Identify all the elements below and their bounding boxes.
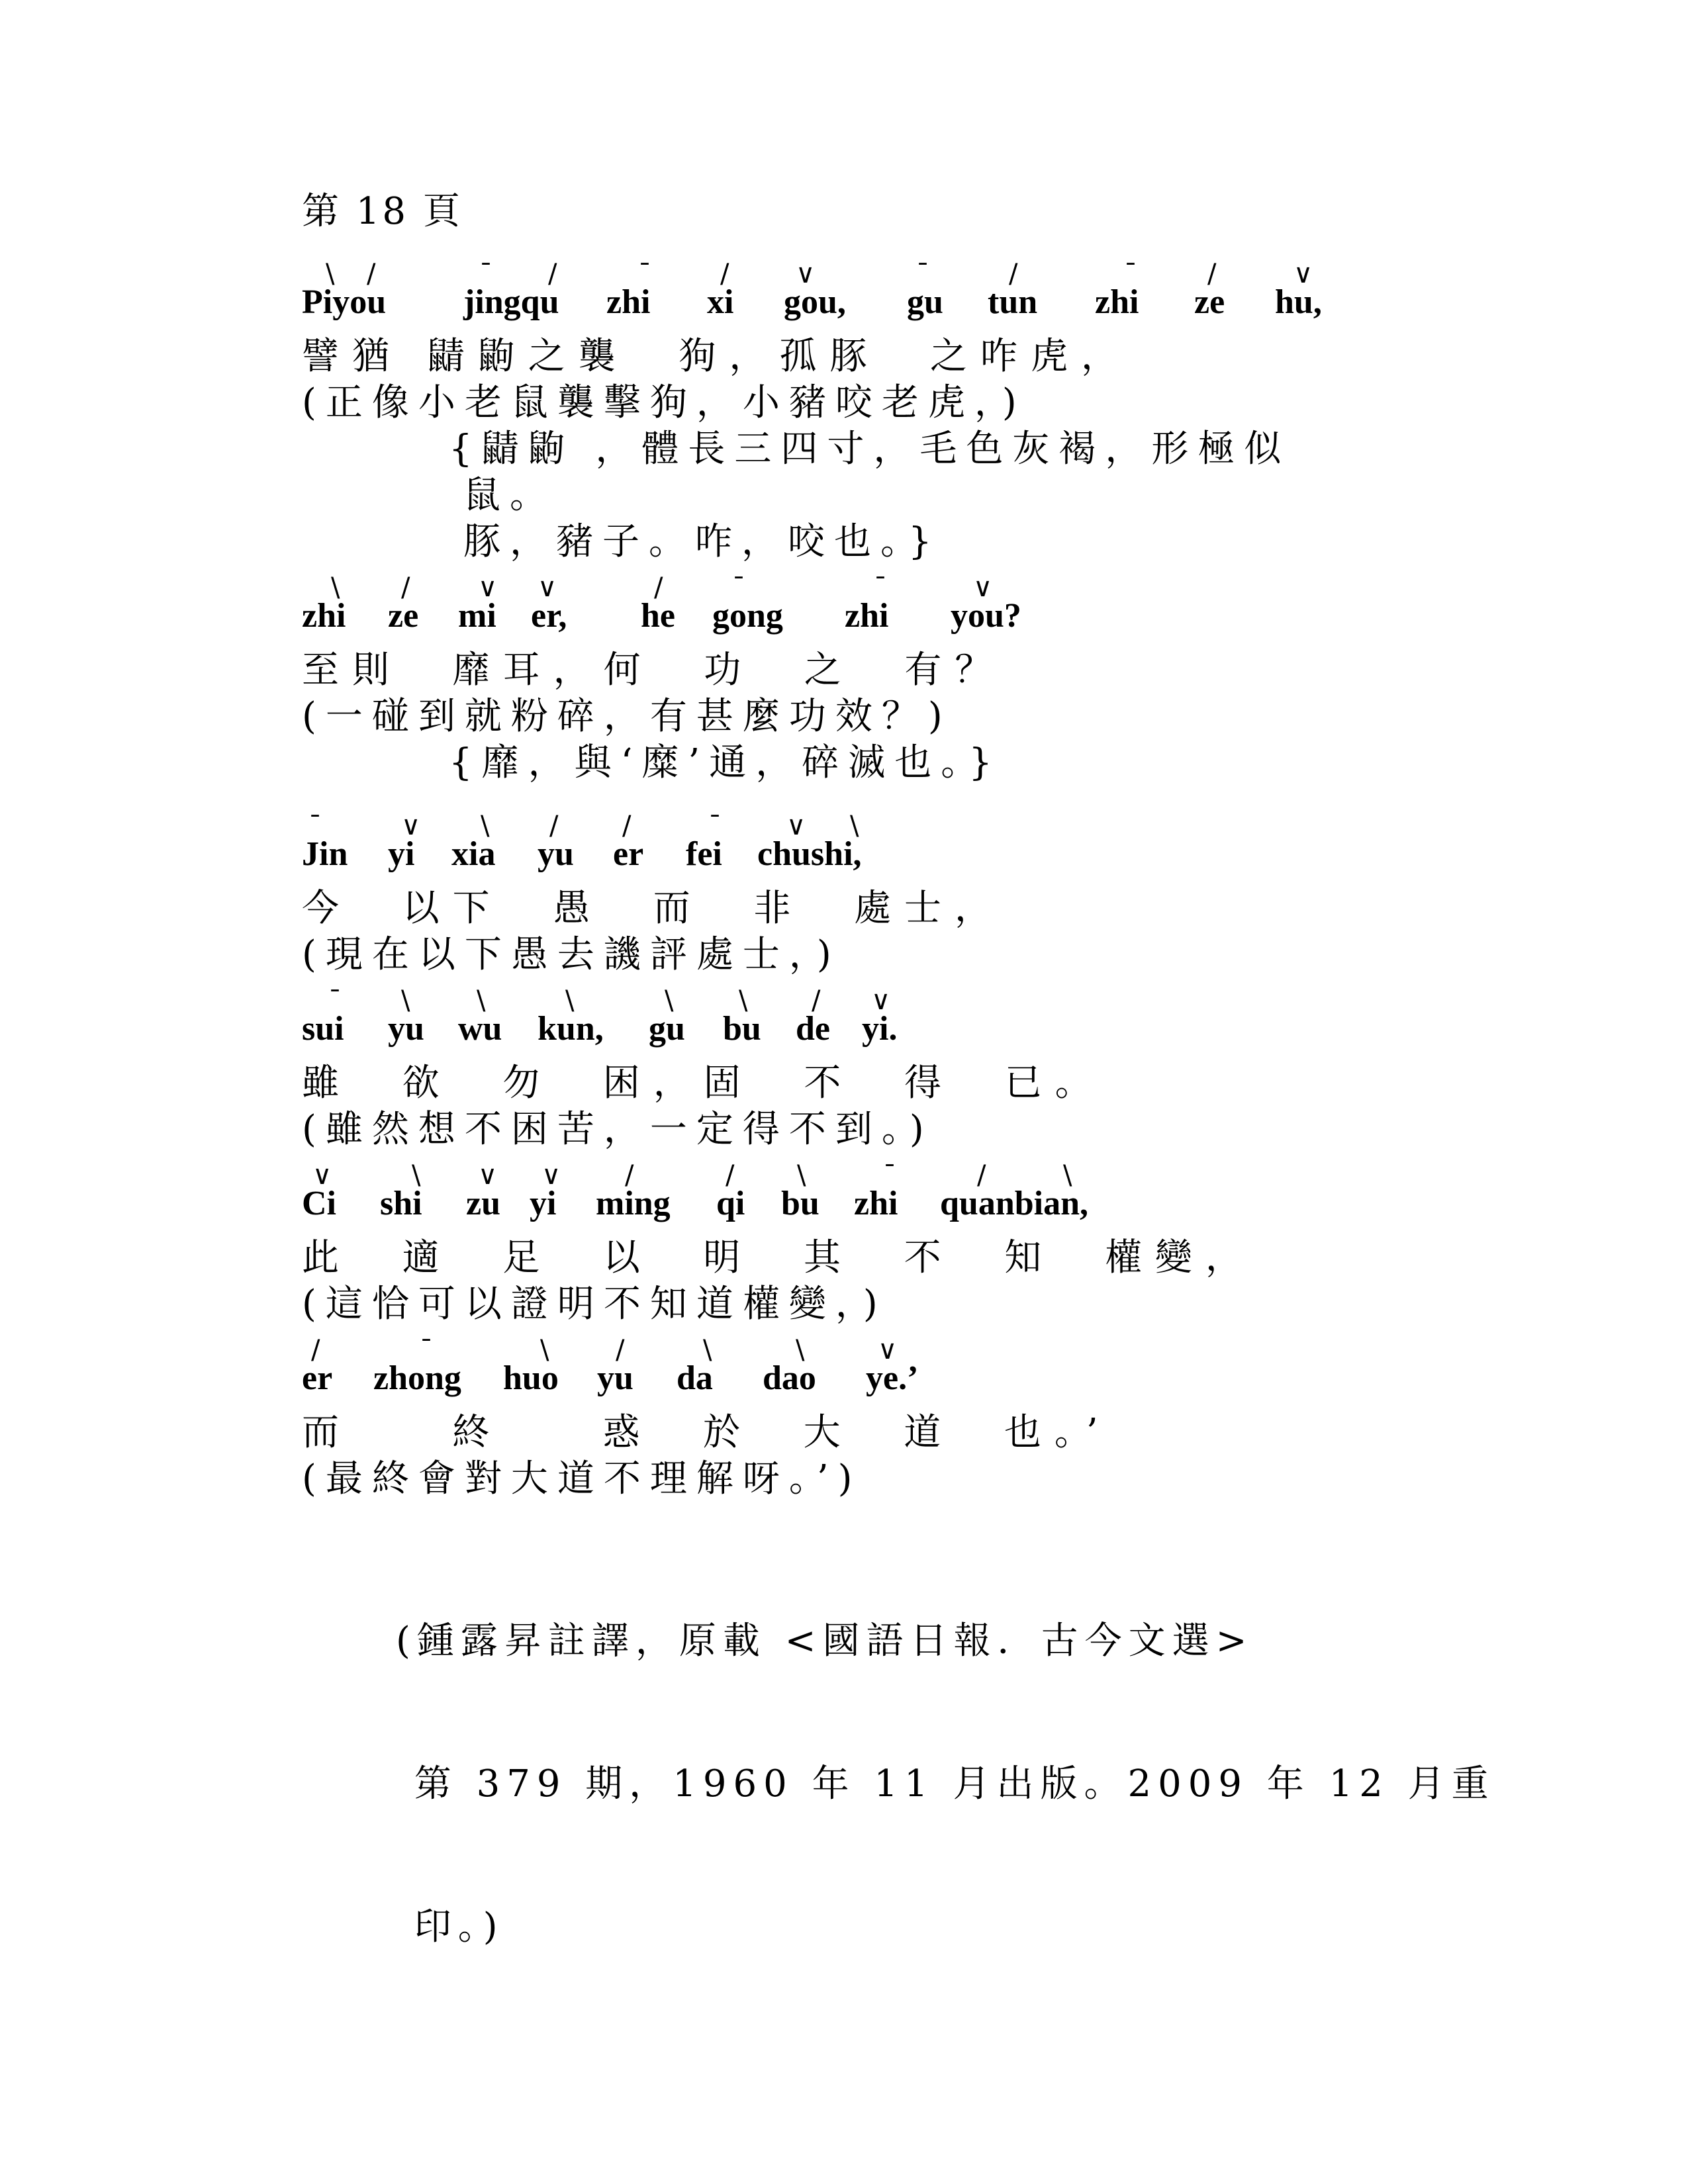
pinyin-syllable: fei [686,835,722,873]
pinyin-syllable: sui [302,1010,344,1048]
tone-mark: ∨ [796,259,816,289]
pinyin-syllable: shi [380,1185,422,1222]
pinyin-syllable: xia [451,835,496,873]
stanza [302,255,1322,565]
annotation-line: 豚，豬子。咋，咬也。} [463,520,941,563]
tone-mark: ¯ [420,1335,433,1365]
pinyin-syllable: yi [530,1185,557,1222]
tone-mark: / [726,1160,735,1191]
tone-mark: ∨ [538,572,557,603]
tone-mark: ¯ [328,985,342,1016]
annotation-line: 鼠。 [463,474,556,517]
pinyin-syllable: de [796,1010,830,1048]
pinyin-syllable: dao [763,1359,816,1397]
tone-mark: / [401,572,410,603]
translation-line: (現在以下愚去譏評處士，) [302,933,841,976]
tone-mark: / [616,1335,625,1365]
pinyin-syllable: ming [596,1185,671,1222]
pinyin-syllable: zhi [1095,283,1139,321]
pinyin-syllable: yi. [862,1010,898,1048]
tone-mark: / [311,1335,320,1365]
tone-mark: / [977,1160,986,1191]
tone-mark: \ [331,572,340,603]
pinyin-syllable: jingqu [463,283,559,321]
pinyin-syllable: er [613,835,644,873]
tone-mark: \ [326,259,335,289]
pinyin-syllable: kun, [538,1010,604,1048]
tone-mark: ∨ [478,1160,498,1191]
pinyin-line [302,255,1322,334]
pinyin-syllable: gu [907,283,943,321]
tone-mark: \ [665,985,674,1016]
tone-mark: \ [1063,1160,1072,1191]
tone-mark: / [720,259,729,289]
tone-mark: ¯ [883,1160,896,1191]
pinyin-line [302,982,1105,1060]
tone-mark: ¯ [874,572,887,603]
chinese-line: 此 適 足 以 明 其 不 知 權變， [302,1236,1256,1279]
tone-mark: ¯ [732,572,745,603]
tone-mark: ∨ [878,1335,898,1365]
tone-mark: \ [481,811,490,841]
tone-mark: ¯ [1124,259,1137,289]
citation-line: (鍾露昇註譯，原載 <國語日報．古今文選> [396,1619,1254,1662]
pinyin-syllable: chushi, [757,835,862,873]
pinyin-syllable: he [641,597,675,635]
pinyin-syllable: gong [712,597,783,635]
tone-mark: / [654,572,663,603]
pinyin-syllable: Jin [302,835,348,873]
pinyin-syllable: wu [458,1010,502,1048]
tone-mark: ∨ [312,1160,332,1191]
pinyin-syllable: xi [707,283,734,321]
tone-mark: / [625,1160,634,1191]
tone-mark: ∨ [478,572,498,603]
chinese-line: 而 終 惑 於 大 道 也。’ [302,1411,1111,1454]
pinyin-syllable: zhi [845,597,889,635]
tone-mark: \ [703,1335,712,1365]
pinyin-syllable: qi [716,1185,745,1222]
stanza [302,807,1005,978]
stanza [302,982,1105,1153]
pinyin-syllable: zhi [854,1185,898,1222]
pinyin-line [302,569,1021,647]
tone-mark: \ [401,985,410,1016]
page-number: 第 18 頁 [302,190,463,233]
pinyin-syllable: yu [597,1359,633,1397]
translation-line: (一碰到就粉碎，有甚麼功效？) [302,695,952,738]
tone-mark: \ [797,1160,806,1191]
stanza [302,1157,1256,1328]
tone-mark: / [1207,259,1217,289]
tone-mark: \ [565,985,575,1016]
translation-line: (雖然想不困苦，一定得不到。) [302,1108,933,1151]
pinyin-syllable: Piyou [302,283,387,321]
tone-mark: ∨ [1293,259,1313,289]
pinyin-syllable: er [302,1359,333,1397]
pinyin-syllable: da [677,1359,713,1397]
pinyin-syllable: zhong [373,1359,461,1397]
citation-line: 印。) [396,1905,504,1948]
pinyin-syllable: ye.’ [866,1359,919,1397]
pinyin-syllable: ze [388,597,419,635]
tone-mark: ¯ [916,259,929,289]
tone-mark: ∨ [541,1160,561,1191]
pinyin-line [302,807,1005,886]
chinese-line: 譬猶 鼱鼩之襲 狗，孤豚 之咋虎， [302,335,1132,378]
tone-mark: \ [477,985,486,1016]
tone-mark: ∨ [871,985,891,1016]
pinyin-syllable: ze [1194,283,1225,321]
tone-mark: ¯ [708,811,722,841]
pinyin-syllable: yi [388,835,415,873]
pinyin-syllable: mi [458,597,496,635]
translation-line: (最終會對大道不理解呀。’) [302,1457,862,1500]
pinyin-syllable: hu, [1275,283,1322,321]
pinyin-syllable: gu [649,1010,685,1048]
pinyin-syllable: er, [531,597,567,635]
chinese-line: 至則 靡耳，何 功 之 有？ [302,649,1006,692]
pinyin-line [302,1157,1256,1235]
tone-mark: / [549,811,559,841]
pinyin-syllable: you? [951,597,1021,635]
annotation-line: {鼱鼩 ，體長三四寸，毛色灰褐，形極似 [449,428,1291,471]
stanza [302,1332,1111,1502]
tone-mark: / [1009,259,1018,289]
tone-mark: ∨ [786,811,806,841]
pinyin-syllable: zu [466,1185,500,1222]
pinyin-syllable: zhi [302,597,346,635]
tone-mark: / [812,985,821,1016]
pinyin-syllable: bu [781,1185,820,1222]
pinyin-syllable: Ci [302,1185,336,1222]
tone-mark: ∨ [973,572,993,603]
tone-mark: \ [412,1160,421,1191]
tone-mark: ∨ [401,811,421,841]
citation-line: 第 379 期，1960 年 11 月出版。2009 年 12 月重 [396,1762,1495,1805]
tone-mark: ¯ [638,259,651,289]
translation-line: (這恰可以證明不知道權變，) [302,1283,887,1326]
translation-line: (正像小老鼠襲擊狗，小豬咬老虎，) [302,381,1026,424]
pinyin-syllable: bu [723,1010,761,1048]
tone-mark: \ [540,1335,549,1365]
tone-mark: \ [739,985,748,1016]
tone-mark: ¯ [308,811,322,841]
chinese-line: 今 以下 愚 而 非 處士， [302,887,1006,930]
pinyin-syllable: quanbian, [940,1185,1089,1222]
tone-mark: \ [796,1335,805,1365]
tone-mark: ¯ [479,259,492,289]
pinyin-syllable: tun [988,283,1038,321]
pinyin-syllable: yu [538,835,574,873]
tone-mark: / [622,811,632,841]
tone-mark: / [367,259,376,289]
chinese-line: 雖 欲 勿 困，固 不 得 已。 [302,1062,1105,1105]
pinyin-line [302,1332,1111,1410]
citation-footer [396,1522,1495,1999]
pinyin-syllable: gou, [784,283,846,321]
pinyin-syllable: zhi [606,283,651,321]
tone-mark: / [548,259,557,289]
annotation-line: {靡，與‘糜’通，碎滅也。} [449,741,1002,784]
stanza [302,569,1021,786]
tone-mark: \ [850,811,859,841]
pinyin-syllable: huo [503,1359,559,1397]
pinyin-syllable: yu [388,1010,424,1048]
